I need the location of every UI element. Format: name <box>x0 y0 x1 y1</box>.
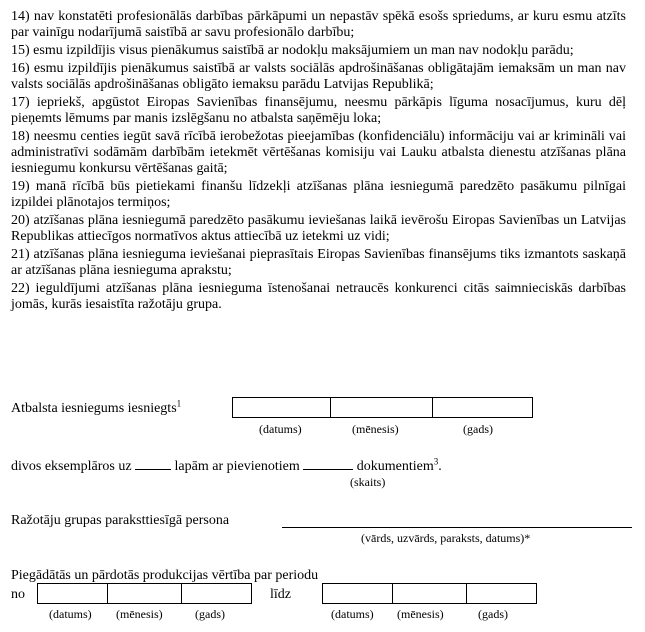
submitted-month-caption: (mēnesis) <box>352 422 399 436</box>
signatory-caption: (vārds, uzvārds, paraksts, datums)* <box>361 531 531 545</box>
signatory-label: Ražotāju grupas paraksttiesīgā persona <box>11 513 230 528</box>
period-from-month-field[interactable] <box>108 584 182 603</box>
document-count-field[interactable] <box>303 457 353 470</box>
period-to-month-caption: (mēnesis) <box>397 607 444 621</box>
submitted-day-field[interactable] <box>233 398 331 417</box>
signatory-field[interactable] <box>282 527 632 528</box>
period-to-day-caption: (datums) <box>331 607 374 621</box>
submitted-day-caption: (datums) <box>259 422 302 436</box>
period-to-fields <box>322 583 537 604</box>
count-caption: (skaits) <box>350 475 386 489</box>
submitted-label: Atbalsta iesniegums iesniegts$^1$ <box>11 398 182 416</box>
submitted-year-caption: (gads) <box>463 422 493 436</box>
period-from-fields <box>37 583 252 604</box>
page-count-field[interactable] <box>135 457 171 470</box>
period-from-year-field[interactable] <box>182 584 251 603</box>
period-from-month-caption: (mēnesis) <box>116 607 163 621</box>
submitted-date-fields <box>232 397 533 418</box>
declaration-item-20: 20) atzīšanas plāna iesniegumā paredzēto pasākumu ieviešanas laikā ievērošu Eiropas Savienības un Latvijas Republikas attiecīgos normatīvos aktus attiecībā uz ietekmi uz vidi; <box>11 213 626 244</box>
declaration-item-15: 15) esmu izpildījis visus pienākumus saistībā ar nodokļu maksājumiem un man nav nodokļu parādu; <box>11 43 574 58</box>
declaration-item-14: 14) nav konstatēti profesionālās darbības pārkāpumi un nepastāv spēkā esošs spriedums, ar kuru esmu atzīts par vainīgu nodarījumā saistībā ar savu profesionālo darbību; <box>11 9 626 40</box>
declaration-item-19: 19) manā rīcībā būs pietiekami finanšu līdzekļi atzīšanas plāna iesniegumā paredzēto pasākumu pilnīgai izpildei plānotajos termiņos; <box>11 179 626 210</box>
period-from-day-field[interactable] <box>38 584 108 603</box>
period-to-year-field[interactable] <box>467 584 536 603</box>
declaration-item-16: 16) esmu izpildījis pienākumus saistībā ar valsts sociālās apdrošināšanas obligātajām iemaksām un man nav valsts sociālās apdrošināšanas obligāto iemaksu parādu Latvijas Republikā; <box>11 61 626 92</box>
declaration-item-21: 21) atzīšanas plāna iesnieguma ieviešanai pieprasītais Eiropas Savienības finansējums tiks izmantots saskaņā ar atzīšanas plāna iesnieguma aprakstu; <box>11 247 626 278</box>
declaration-item-17: 17) iepriekš, apgūstot Eiropas Savienības finansējumu, neesmu pārkāpis līguma nosacījumus, kuru dēļ pieņemts lēmums par manis izslēgšanu no atbalsta saņēmēju loka; <box>11 95 626 126</box>
declaration-list <box>11 9 626 315</box>
period-to-label: līdz <box>270 587 291 602</box>
submitted-month-field[interactable] <box>331 398 433 417</box>
declaration-item-18: 18) neesmu centies iegūt savā rīcībā ierobežotas pieejamības (konfidenciālu) informāciju vai ar krimināli vai administratīvi sodāmām darbībām ietekmēt vērtēšanas komisiju vai Lauku atbalsta dienestu atzīšanas plāna iesniegumu konkursu vērtēšanas gaitā; <box>11 129 626 176</box>
copies-line: divos eksemplāros uz lapām ar pievienotiem dokumentiem$^3$. <box>11 456 442 474</box>
period-to-day-field[interactable] <box>323 584 393 603</box>
period-to-month-field[interactable] <box>393 584 467 603</box>
period-label: Piegādātās un pārdotās produkcijas vērtība par periodu <box>11 568 319 583</box>
submitted-year-field[interactable] <box>433 398 532 417</box>
period-from-label: no <box>11 587 25 602</box>
declaration-item-22: 22) ieguldījumi atzīšanas plāna iesnieguma īstenošanai netraucēs konkurenci citās saimnieciskās darbības jomās, kurās iesaistīta ražotāju grupa. <box>11 281 626 312</box>
period-to-year-caption: (gads) <box>478 607 508 621</box>
period-from-year-caption: (gads) <box>195 607 225 621</box>
period-from-day-caption: (datums) <box>49 607 92 621</box>
